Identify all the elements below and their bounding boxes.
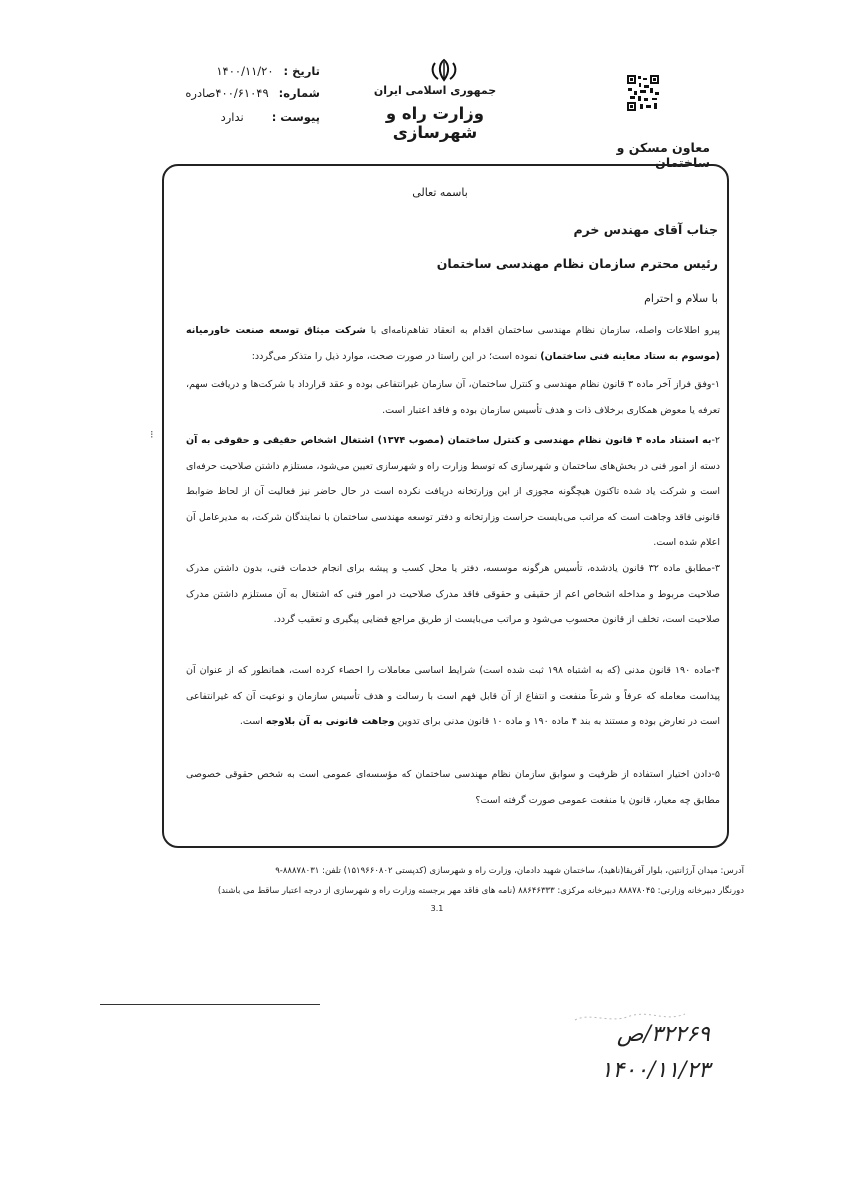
handwritten-registration-date: ۱۴۰۰/۱۱/۲۳: [600, 1058, 710, 1083]
letter-attachment: پیوست :ندارد: [220, 110, 320, 124]
addressee-title: رئیس محترم سازمان نظام مهندسی ساختمان: [436, 256, 718, 271]
ministry-name: وزارت راه و شهرسازی: [385, 104, 485, 142]
divider-line: [100, 1004, 320, 1005]
margin-mark: ⁝: [150, 428, 154, 441]
letter-number: شماره:۴۰۰/۶۱۰۴۹صادره: [185, 86, 320, 100]
iran-emblem-icon: [428, 58, 460, 82]
invocation: باسمه تعالی: [412, 186, 468, 199]
page-number: 3.1: [430, 904, 444, 913]
qr-code-icon: [626, 74, 660, 112]
item-4: ۴-ماده ۱۹۰ قانون مدنی (که به اشتباه ۱۹۸ ثبت شده است) شرایط اساسی معاملات را احصاء کرده است، همانطور که از عنوان آن پیداست معامله که عرفاً و شرعاً منفعت و انتفاع از آن قابل فهم است با رسالت و هدف تأسیس سازمان و نوعیت آن که غیرانتفاعی است در تعارض بوده و مستند به بند ۴ ماده ۱۹۰ و ماده ۱۰ قانون مدنی برای تدوین وجاهت قانونی به آن بلاوجه است.: [186, 665, 720, 727]
deputy-office: معاون مسکن و ساختمان: [616, 140, 710, 170]
addressee: جناب آقای مهندس خرم: [573, 222, 718, 237]
item-1: ۱-وفق فراز آخر ماده ۳ قانون نظام مهندسی و کنترل ساختمان، آن سازمان غیرانتفاعی بوده و عقد قرارداد با شرکت‌ها و دریافت سهم، تعرفه یا معوض همکاری برخلاف ذات و هدف تأسیس سازمان بوده و فاقد اعتبار است.: [186, 379, 720, 416]
item-2: ۲-به استناد ماده ۴ قانون نظام مهندسی و کنترل ساختمان (مصوب ۱۳۷۴) اشتغال اشخاص حقیقی و حقوقی به آن دسته از امور فنی در بخش‌های ساختمان و شهرسازی که توسط وزارت راه و شهرسازی تعیین می‌شود، مستلزم داشتن صلاحیت حرفه‌ای است و شرکت یاد شده تاکنون هیچگونه مجوزی از این وزارتخانه دریافت نکرده است در حال حاضر نیز فعالیت آن از لحاظ ضوابط قانونی فاقد وجاهت است که مراتب می‌بایست حراست وزارتخانه و دفتر توسعه مهندسی ساختمان با نمایندگان شرکت، به مدیرعامل آن اعلام شده است.: [186, 435, 721, 548]
republic-label: جمهوری اسلامی ایران: [373, 84, 497, 97]
intro-paragraph: پیرو اطلاعات واصله، سازمان نظام مهندسی ساختمان اقدام به انعقاد تفاهم‌نامه‌ای با شرکت میثاق توسعه صنعت خاورمیانه (موسوم به ستاد معاینه فنی ساختمان) نموده است؛ در این راستا در صورت صحت، موارد ذیل را متذکر می‌گردد:: [186, 325, 721, 362]
footer-fax: دورنگار دبیرخانه وزارتی: ۸۸۸۷۸۰۴۵ دبیرخانه مرکزی: ۸۸۶۴۶۳۳۳ (نامه های فاقد مهر برجسته وزارت راه و شهرسازی از درجه اعتبار ساقط می باشند): [217, 886, 744, 896]
item-5: ۵-دادن اختیار استفاده از ظرفیت و سوابق سازمان نظام مهندسی ساختمان که مؤسسه‌ای عمومی است به شخص حقوقی خصوصی مطابق چه معیار، قانون یا منفعت عمومی صورت گرفته است؟: [186, 769, 720, 806]
handwritten-registration-number: ۳۲۲۶۹/ص: [616, 1022, 710, 1047]
letter-date: تاریخ :۱۴۰۰/۱۱/۲۰: [216, 64, 320, 78]
footer-address: آدرس: میدان آرژانتین، بلوار آفریقا(ناهید)، ساختمان شهید دادمان، وزارت راه و شهرسازی (کدپستی ۱۵۱۹۶۶۰۸۰۲) تلفن: ۸۸۸۷۸۰۳۱-۹: [275, 866, 744, 876]
item-3: ۳-مطابق ماده ۳۲ قانون یادشده، تأسیس هرگونه موسسه، دفتر یا محل کسب و پیشه برای انجام خدمات فنی، بدون داشتن مدرک صلاحیت مربوط و مداخله اشخاص اعم از حقیقی و حقوقی فاقد مدرک صلاحیت در امور فنی که اشتغال به آن مستلزم داشتن مدرک صلاحیت است، تخلف از قانون محسوب می‌شود و مراتب می‌بایست از طریق مراجع قضایی پیگیری و تعقیب گردد.: [186, 563, 720, 625]
greeting: با سلام و احترام: [644, 292, 718, 305]
